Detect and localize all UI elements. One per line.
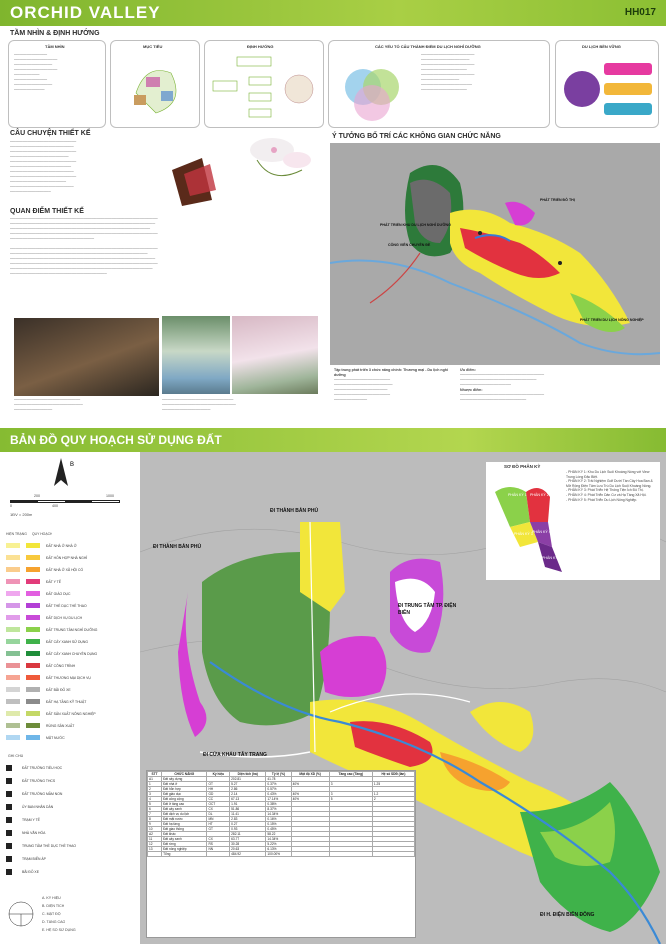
legend-swatch-current xyxy=(6,639,20,644)
table-cell: 8.37% xyxy=(266,807,291,812)
table-row xyxy=(148,852,415,857)
legend-label: ĐẤT NHÀ Ở XÃ HỘI CÓ xyxy=(46,567,84,572)
map-symbol-icon xyxy=(6,830,12,836)
table-cell: 0.45% xyxy=(266,827,291,832)
legend-swatch xyxy=(26,591,40,596)
layout-text-left-title: Tập trung phát triển 3 chức năng chính: Thương mại - Du lịch nghỉ dưỡng xyxy=(334,368,448,377)
legend-swatch-current xyxy=(6,555,20,560)
layout-map xyxy=(330,143,660,365)
table-cell: 1 xyxy=(148,782,162,787)
layout-map-svg xyxy=(330,143,660,365)
legend-swatch xyxy=(26,723,40,728)
table-cell: 0.15% xyxy=(266,822,291,827)
legend-swatch xyxy=(26,555,40,560)
legend-item xyxy=(6,650,97,657)
scale-bar xyxy=(10,500,120,503)
table-cell: Đất mặt nước xyxy=(162,817,207,822)
table-cell: 0.16% xyxy=(266,817,291,822)
legend-label: ĐẤT CÔNG TRÌNH xyxy=(46,663,76,668)
legend-symbol-item xyxy=(6,829,45,836)
table-cell: 4 xyxy=(148,797,162,802)
pros-title: Ưu điểm: xyxy=(460,368,476,372)
table-cell: 1.91 xyxy=(230,802,266,807)
table-cell: 2.14 xyxy=(230,792,266,797)
table-cell: Đất cây xanh xyxy=(162,837,207,842)
table-cell: DL xyxy=(207,812,230,817)
lot-code-diagram xyxy=(6,892,36,936)
legend-symbol-item xyxy=(6,868,39,875)
map-symbol-icon xyxy=(6,843,12,849)
legend-swatch xyxy=(26,687,40,692)
table-cell: 3 xyxy=(148,792,162,797)
table-cell: Đất rừng xyxy=(162,842,207,847)
zone-label-1: PHÁT TRIỂN KHU DU LỊCH NGHỈ DƯỠNG xyxy=(380,223,451,227)
table-cell: A1 xyxy=(148,777,162,782)
table-cell: 63.77 xyxy=(230,837,266,842)
sustain-card-title: DU LỊCH BỀN VỮNG xyxy=(582,44,621,49)
section-layout-title: Ý TƯỞNG BỐ TRÍ CÁC KHÔNG GIAN CHỨC NĂNG xyxy=(332,133,501,140)
goal-card xyxy=(110,40,200,128)
table-cell: Đất giáo dục xyxy=(162,792,207,797)
story-text: ────────────────────────── ───────────────────────── ────────────────────────── ─────────────────────── ────────────────────────── ──────────────────────── ───────────────────────── ────────────────────────── ────────────────────── ───────────────────────── ──────────────── xyxy=(10,140,77,194)
vision-card xyxy=(8,40,106,128)
legend-symbol-label: ĐẤT TRƯỜNG TIỂU HỌC xyxy=(22,765,63,770)
vision-card-text: ───────────── ───────────────── ─────────────── ───────────────── ────────── ───────────── ─────────────── ──────────── xyxy=(14,53,58,92)
zone-magenta-central xyxy=(320,636,386,697)
table-cell: 17.14% xyxy=(266,797,291,802)
table-cell xyxy=(372,852,414,857)
table-cell: 40% xyxy=(291,792,329,797)
table-cell: HH xyxy=(207,787,230,792)
legend-symbol-label: TRẠM BIẾN ÁP xyxy=(22,856,46,861)
table-cell xyxy=(148,852,162,857)
table-cell xyxy=(291,852,329,857)
goal-diagram xyxy=(116,53,196,125)
table-cell: 282.11 xyxy=(230,832,266,837)
legend-symbol-label: BÃI ĐỖ XE xyxy=(22,869,39,874)
table-cell: 0.93 xyxy=(230,827,266,832)
table-cell: OT xyxy=(207,782,230,787)
legend-item xyxy=(6,734,65,741)
legend-swatch-current xyxy=(6,591,20,596)
layout-text-left: Tập trung phát triển 3 chức năng chính: Thương mại - Du lịch nghỉ dưỡng ────────────────────── ─────────────────────── ───────────────────── ────────────────────── ───────────── xyxy=(334,368,448,402)
legend-label: ĐẤT TRUNG TÂM NGHỈ DƯỠNG xyxy=(46,627,98,632)
photo-onsen-night xyxy=(14,318,159,396)
table-cell: 1.25 xyxy=(372,782,414,787)
legend-item xyxy=(6,554,87,561)
legend-item xyxy=(6,602,87,609)
legend-swatch-current xyxy=(6,579,20,584)
table-header-cell: Ký hiệu xyxy=(207,772,230,777)
table-cell: 7 xyxy=(148,812,162,817)
sustain-card xyxy=(555,40,659,128)
table-cell: 20.63 xyxy=(230,847,266,852)
direction-card-title: ĐỊNH HƯỚNG xyxy=(247,44,274,49)
dir-ban-phu-top: ĐI THÀNH BẢN PHỦ xyxy=(270,508,319,514)
legend-swatch xyxy=(26,735,40,740)
zone-label-2: CÔNG VIÊN CHUYÊN ĐỀ xyxy=(388,243,431,247)
legend-symbol-item xyxy=(6,842,76,849)
dir-cua-khau: ĐI CỬA KHẨU TÂY TRANG xyxy=(203,752,267,758)
table-cell: Đất hạ tầng xyxy=(162,822,207,827)
table-header-cell: Hệ số SDĐ (lần) xyxy=(372,772,414,777)
table-cell: CX xyxy=(207,837,230,842)
legend-swatch-current xyxy=(6,603,20,608)
viewpoint-text: ────────────────────────────────────────────────────────── ───────────────────────────────────────────────────────── ─────────────────────────────────────────────────────── ────────────────────────────────────────────────────────── ───────────────────────────────── ────────────────────────────────────────────────────────── ────────────────────────────────────────────────────── ───────────────────────────────────────────────────────── ────────────────────────────────────────────────────────── ──────────────────────────────────────────────────────── ────────────────────────────────────── xyxy=(10,217,158,276)
legend-swatch xyxy=(26,603,40,608)
factors-card xyxy=(328,40,550,128)
legend-item xyxy=(6,662,75,669)
phase-label-1: PHÂN KỲ 1 xyxy=(508,493,527,497)
phase-label-5: PHÂN KỲ 5 xyxy=(542,556,561,560)
factors-text: ───────────────────── ─────────────────── ───────────────────── ────────────────── ───────────────────── ─────────────── ──────────────────── ────────────────── xyxy=(421,53,475,92)
legend-label: ĐẤT Y TẾ xyxy=(46,579,62,584)
table-cell: 5.22% xyxy=(266,842,291,847)
landuse-table xyxy=(146,770,416,938)
legend-swatch-current xyxy=(6,699,20,704)
legend-swatch xyxy=(26,651,40,656)
dir-ban-phu-left: ĐI THÀNH BẢN PHỦ xyxy=(153,544,202,550)
legend-swatch-current xyxy=(6,687,20,692)
dir-trung-tam: ĐI TRUNG TÂM TP. ĐIỆN BIÊN xyxy=(398,603,457,616)
legend-swatch xyxy=(26,579,40,584)
scale-1000: 1000 xyxy=(106,494,114,498)
phase-panel xyxy=(486,462,660,580)
legend-symbol-item xyxy=(6,816,40,823)
page-title: ORCHID VALLEY xyxy=(10,3,161,22)
legend-item xyxy=(6,590,70,597)
table-cell: 5 xyxy=(329,797,372,802)
legend-item xyxy=(6,710,96,717)
table-cell: 0.43% xyxy=(266,792,291,797)
table-cell: 14.34% xyxy=(266,837,291,842)
legend-label: ĐẤT THỂ DỤC THỂ THAO xyxy=(46,603,87,608)
legend-label: ĐẤT NHÀ Ở NHÀ Ở xyxy=(46,543,77,548)
section-story-title: CÂU CHUYỆN THIẾT KẾ xyxy=(10,130,91,137)
dir-dien-bien-dong: ĐI H. ĐIỆN BIÊN ĐÔNG xyxy=(540,912,595,918)
legend-label: ĐẤT DỊCH VỤ DU LỊCH xyxy=(46,615,83,620)
legend-label: ĐẤT BÃI ĐỖ XE xyxy=(46,687,71,692)
legend-swatch-current xyxy=(6,615,20,620)
landuse-title-bar xyxy=(0,428,666,452)
legend-head-current: HIỆN TRẠNG xyxy=(6,532,27,536)
table-cell: 5.27 xyxy=(230,782,266,787)
table-cell: 0.37% xyxy=(266,782,291,787)
legend-swatch xyxy=(26,543,40,548)
legend-item xyxy=(6,698,86,705)
goal-card-title: MỤC TIÊU xyxy=(143,44,163,49)
map-symbol-icon xyxy=(6,869,12,875)
sheet-code: HH017 xyxy=(624,7,656,18)
legend-swatch xyxy=(26,663,40,668)
photo-caption-1: ────────────────────────── ─────────────────────────── ─────────────── xyxy=(14,398,83,412)
legend-swatch xyxy=(26,675,40,680)
direction-diagram xyxy=(209,53,321,125)
zone-label-3: PHÁT TRIỂN ĐÔ THỊ xyxy=(540,198,575,202)
table-cell: 6.13% xyxy=(266,847,291,852)
table-cell: 10 xyxy=(148,827,162,832)
table-cell: 40% xyxy=(291,782,329,787)
table-cell: 2.83 xyxy=(230,817,266,822)
lot-code-label: D. TẦNG CAO xyxy=(42,920,66,924)
map-symbol-icon xyxy=(6,765,12,771)
map-symbol-icon xyxy=(6,817,12,823)
table-cell: 3 xyxy=(329,782,372,787)
table-cell: 2 xyxy=(372,797,414,802)
table-cell: 2 xyxy=(148,787,162,792)
table-cell: Đất công cộng xyxy=(162,797,207,802)
table-header-cell: Mật độ XD (%) xyxy=(291,772,329,777)
table-cell: GD xyxy=(207,792,230,797)
lot-code-label: E. HỆ SỐ SỬ DỤNG xyxy=(42,928,76,932)
legend-swatch-current xyxy=(6,627,20,632)
phase-title: SƠ ĐỒ PHÂN KỲ xyxy=(504,464,541,469)
scale-0: 0 xyxy=(10,504,12,508)
phase-label-4: PHÂN KỲ 4 xyxy=(532,530,551,534)
table-cell: Đất giao thông xyxy=(162,827,207,832)
legend-symbol-item xyxy=(6,790,62,797)
legend-swatch xyxy=(26,711,40,716)
legend-symbol-label: TRẠM Y TẾ xyxy=(22,817,40,822)
legend-swatch-current xyxy=(6,675,20,680)
legend-swatch xyxy=(26,699,40,704)
table-header-cell: Tỷ lệ (%) xyxy=(266,772,291,777)
table-cell: 484.92 xyxy=(230,852,266,857)
legend-head-plan: QUY HOẠCH xyxy=(32,532,53,536)
phase-note-1: - PHÂN KỲ 1: Khu Du Lịch Suối Khoáng Nóng với View Trung Lòng Đặc Biệt. xyxy=(566,470,650,479)
legend-symbol-item xyxy=(6,777,55,784)
legend-symbol-label: NHÀ VĂN HÓA xyxy=(22,830,46,835)
table-cell: Đất cây xanh xyxy=(162,807,207,812)
table-cell: 2.86 xyxy=(230,787,266,792)
table-cell: OCT xyxy=(207,802,230,807)
legend-label: ĐẤT SẢN XUẤT NÔNG NGHIỆP xyxy=(46,711,96,716)
table-cell: 11 xyxy=(148,837,162,842)
scale-400: 400 xyxy=(52,504,58,508)
lot-code-label: A. KÝ HIỆU xyxy=(42,896,61,900)
legend-swatch-current xyxy=(6,735,20,740)
table-cell: 1.2 xyxy=(372,792,414,797)
scale-200: 200 xyxy=(34,494,40,498)
table-cell: Đất dịch vụ du lịch xyxy=(162,812,207,817)
legend-symbol-item xyxy=(6,764,62,771)
zone-label-4: PHÁT TRIỂN DU LỊCH NÔNG NGHIỆP xyxy=(580,318,644,322)
table-header-cell: CHỨC NĂNG xyxy=(162,772,207,777)
north-arrow-icon xyxy=(46,456,76,490)
lot-code-label: B. DIỆN TÍCH xyxy=(42,904,65,908)
legend-item xyxy=(6,674,91,681)
table-cell: 30.28 xyxy=(230,842,266,847)
table-cell xyxy=(329,852,372,857)
legend-item xyxy=(6,542,77,549)
table-cell: 8 xyxy=(148,817,162,822)
table-cell: 51.86 xyxy=(230,807,266,812)
legend-item xyxy=(6,722,74,729)
legend-swatch xyxy=(26,639,40,644)
legend-label: ĐẤT HẠ TẦNG KỸ THUẬT xyxy=(46,699,87,704)
legend-symbol-label: ĐẤT TRƯỜNG MẦM NON xyxy=(22,791,63,796)
layout-text-right: Ưu điểm: ───────────────────────────────── ────────────────────────────── ──────────────────── Nhược điểm: ───────────────────────────────── ────────────────────────── xyxy=(460,368,545,402)
table-header-cell: Tầng cao (Tầng) xyxy=(329,772,372,777)
table-cell: 6 xyxy=(148,807,162,812)
factors-card-title: CÁC YẾU TỐ CẤU THÀNH ĐIỂM DU LỊCH NGHỈ DƯỠNG xyxy=(375,44,481,49)
legend-item xyxy=(6,686,71,693)
section-viewpoint-title: QUAN ĐIỂM THIẾT KẾ xyxy=(10,208,84,215)
legend-swatch-current xyxy=(6,567,20,572)
table-cell: 5 xyxy=(148,802,162,807)
legend-symbols-title: GHI CHÚ xyxy=(8,754,24,758)
table-header-cell: Diện tích (ha) xyxy=(230,772,266,777)
table-cell: CC xyxy=(207,797,230,802)
table-cell: A2 xyxy=(148,832,162,837)
svg-text:B: B xyxy=(70,462,75,468)
table-cell: 202.81 xyxy=(230,777,266,782)
legend-item xyxy=(6,614,82,621)
table-cell: GT xyxy=(207,827,230,832)
phase-label-3: PHÂN KỲ 3 xyxy=(514,532,533,536)
table-cell: 0.27 xyxy=(230,822,266,827)
table-cell: 12 xyxy=(148,842,162,847)
legend-symbol-label: ỦY BAN NHÂN DÂN xyxy=(22,804,54,809)
table-cell: 11.41 xyxy=(230,812,266,817)
legend-item xyxy=(6,626,97,633)
table-cell: Đất hỗn hợp xyxy=(162,787,207,792)
legend-label: MẶT NƯỚC xyxy=(46,735,65,740)
phase-note-4: - PHÂN KỲ 4: Phát Triển Dân Cư và Hạ Tầng Xã Hội. xyxy=(566,492,647,497)
lot-code-label: C. MẬT ĐỘ xyxy=(42,912,61,916)
legend-symbol-label: ĐẤT TRƯỜNG THCS xyxy=(22,778,56,783)
map-symbol-icon xyxy=(6,791,12,797)
direction-card xyxy=(204,40,324,128)
table-cell: 0.57% xyxy=(266,787,291,792)
legend-label: RỪNG SẢN XUẤT xyxy=(46,723,75,728)
legend-swatch-current xyxy=(6,543,20,548)
photo-hot-spring xyxy=(162,316,230,394)
table-header-cell: STT xyxy=(148,772,162,777)
table-cell: 41.78 xyxy=(266,777,291,782)
legend-panel xyxy=(0,452,140,944)
vision-card-title: TẦM NHÌN xyxy=(45,44,65,49)
cons-title: Nhược điểm: xyxy=(460,388,483,392)
legend-label: ĐẤT CÂY XANH CHUYÊN DỤNG xyxy=(46,651,98,656)
legend-swatch-current xyxy=(6,651,20,656)
table-cell: Đất nông nghiệp xyxy=(162,847,207,852)
scale-ratio: 1ĐV = 200m xyxy=(10,512,33,517)
legend-swatch-current xyxy=(6,711,20,716)
legend-swatch xyxy=(26,567,40,572)
legend-swatch-current xyxy=(6,723,20,728)
legend-symbol-label: TRUNG TÂM THỂ DỤC THỂ THAO xyxy=(22,843,77,848)
table-cell: NN xyxy=(207,847,230,852)
map-symbol-icon xyxy=(6,804,12,810)
sustain-diagram xyxy=(560,53,656,125)
table-cell: Tổng xyxy=(162,852,207,857)
table-cell: 67.13 xyxy=(230,797,266,802)
table-cell: MN xyxy=(207,817,230,822)
table-cell: 100.00% xyxy=(266,852,291,857)
table-cell: Đất khác xyxy=(162,832,207,837)
legend-swatch-current xyxy=(6,663,20,668)
phase-note-2: - PHÂN KỲ 2: Trải Nghiệm Golf Dưới Tán Cây Hoa Ban & Mở Rộng Điện Tâm Lưu Trú Du Lịch Suối Khoáng Nóng. xyxy=(566,479,653,488)
photo-blossom xyxy=(232,316,318,394)
table-cell: 3 xyxy=(329,792,372,797)
map-symbol-icon xyxy=(6,778,12,784)
factors-venn xyxy=(333,53,413,125)
legend-label: ĐẤT HỖN HỢP NHÀ NGHỈ xyxy=(46,555,88,560)
legend-item xyxy=(6,566,83,573)
legend-item xyxy=(6,638,88,645)
table-cell: CX xyxy=(207,807,230,812)
table-cell: Đất ở tầng cao xyxy=(162,802,207,807)
table-cell: Đất xây dựng xyxy=(162,777,207,782)
orchid-illustration xyxy=(162,130,322,210)
legend-symbol-item xyxy=(6,855,46,862)
legend-item xyxy=(6,578,61,585)
table-cell: 14.34% xyxy=(266,812,291,817)
table-cell: 40% xyxy=(291,797,329,802)
section-vision-title: TẦM NHÌN & ĐỊNH HƯỚNG xyxy=(10,30,100,37)
table-cell: 9 xyxy=(148,822,162,827)
legend-swatch xyxy=(26,627,40,632)
table-cell: 13 xyxy=(148,847,162,852)
table-cell: Đất nhà ở xyxy=(162,782,207,787)
phase-label-2: PHÂN KỲ 2 xyxy=(530,493,549,497)
table-cell xyxy=(207,852,230,857)
legend-label: ĐẤT CÂY XANH SỬ DỤNG xyxy=(46,639,88,644)
legend-swatch xyxy=(26,615,40,620)
phase-note-3: - PHÂN KỲ 3: Phát Triển Hệ Thống Tiện Ích Đô Thị. xyxy=(566,488,644,493)
legend-label: ĐẤT THƯƠNG MẠI DỊCH VỤ xyxy=(46,675,91,680)
legend-label: ĐẤT GIÁO DỤC xyxy=(46,591,71,596)
table-cell: 58.22 xyxy=(266,832,291,837)
table-cell: 0.38% xyxy=(266,802,291,807)
table-cell: HT xyxy=(207,822,230,827)
map-symbol-icon xyxy=(6,856,12,862)
landuse-title: BẢN ĐỒ QUY HOẠCH SỬ DỤNG ĐẤT xyxy=(10,433,222,447)
legend-symbol-item xyxy=(6,803,53,810)
photo-caption-2: ──────────────────────────── ───────────────────────────── ─────────────────── xyxy=(162,398,236,412)
table-cell: RS xyxy=(207,842,230,847)
phase-note-5: - PHÂN KỲ 5: Phát Triển Du Lịch Nông Nghiệp. xyxy=(566,497,638,502)
